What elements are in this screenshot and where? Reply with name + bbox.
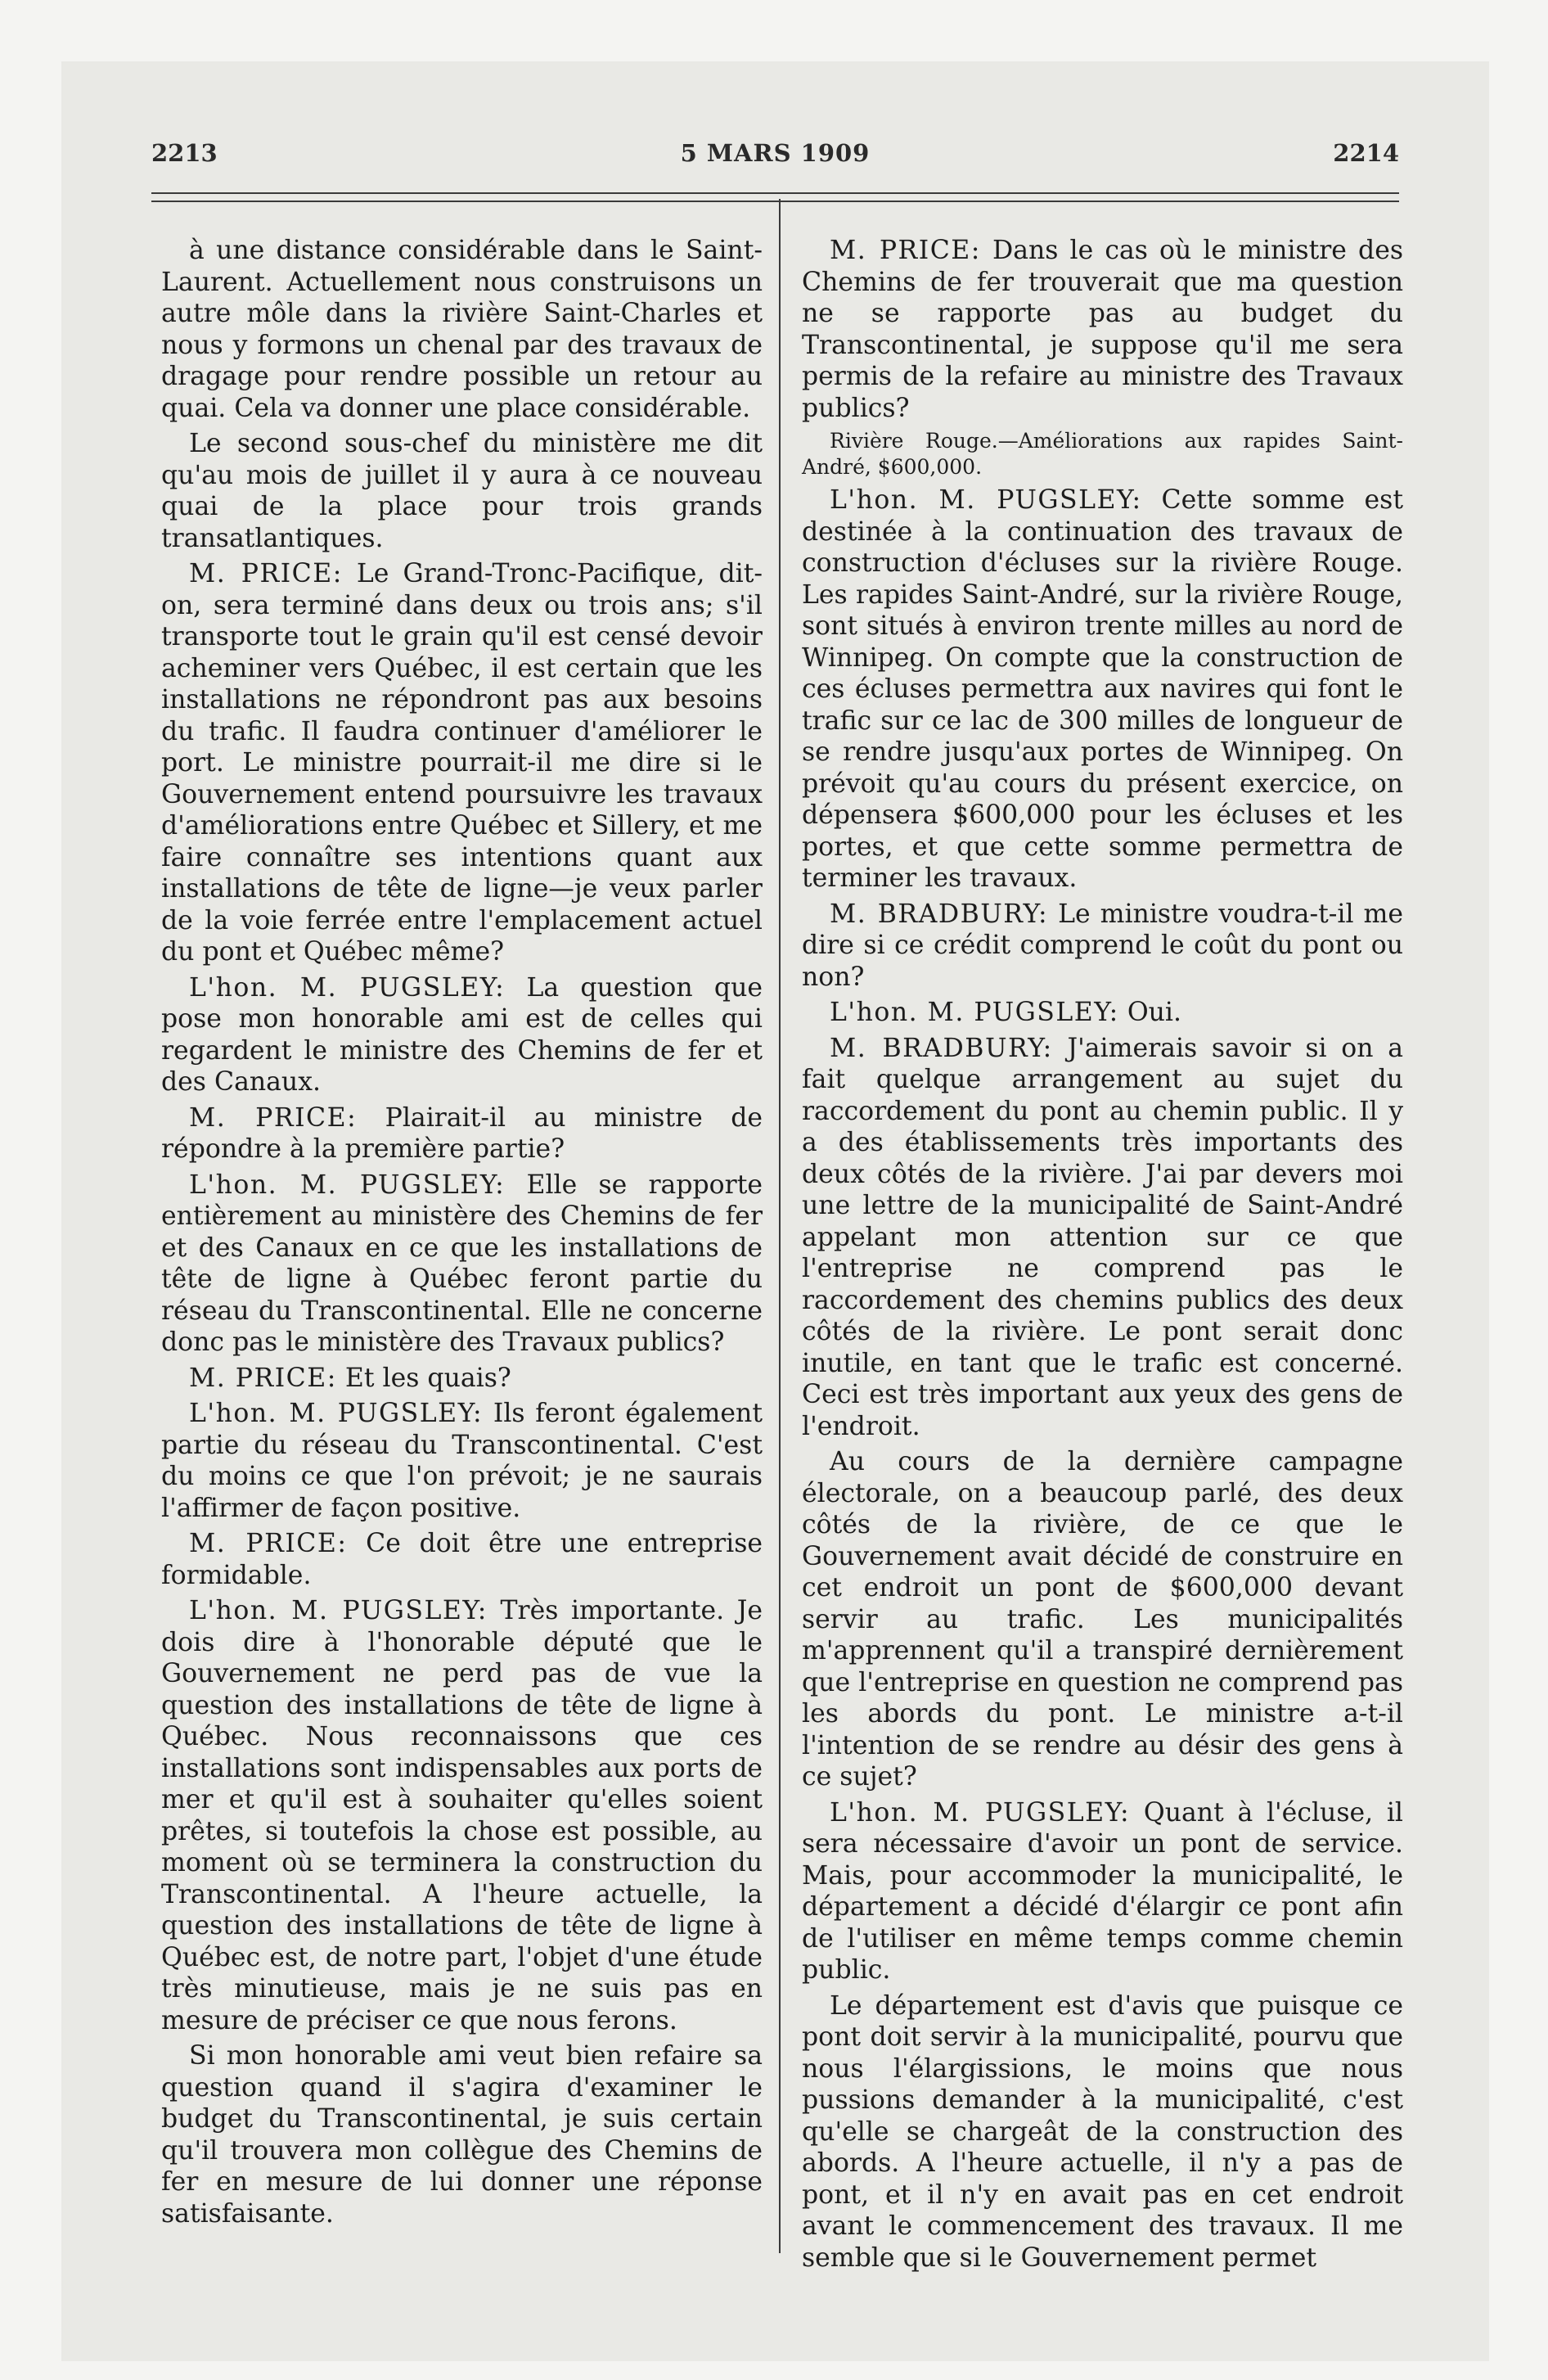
paragraph	[161, 1595, 763, 2036]
paragraph-text: Ce doit être une entreprise formidable.	[161, 1529, 763, 1590]
speaker-name: M. PRICE:	[830, 236, 981, 265]
paragraph	[802, 1033, 1403, 1443]
paragraph	[802, 899, 1403, 994]
paragraph-text: Elle se rapporte entièrement au ministère des Chemins de fer et des Canaux en ce que les installations de tête de ligne à Québec feront partie du réseau du Transcontinental. Elle ne concerne donc pas le ministère des Travaux publics?	[161, 1170, 763, 1357]
speaker-name: L'hon. M. PUGSLEY:	[830, 485, 1142, 515]
paragraph	[161, 235, 763, 424]
speaker-name: M. PRICE:	[189, 1102, 358, 1133]
paragraph	[802, 997, 1403, 1029]
paragraph	[161, 1102, 763, 1165]
speaker-name: L'hon. M. PUGSLEY:	[830, 1797, 1131, 1828]
paragraph-text: Plairait-il au ministre de répondre à la première partie?	[161, 1102, 763, 1164]
paragraph	[161, 1170, 763, 1359]
paragraph	[161, 2040, 763, 2229]
document-page	[61, 61, 1489, 2361]
paragraph-text: Quant à l'écluse, il sera nécessaire d'avoir un pont de service. Mais, pour accommoder la municipalité, le département a décidé d'élargir ce pont afin de l'utiliser en même temps comme chemin public.	[802, 1797, 1403, 1985]
speaker-name: L'hon. M. PUGSLEY:	[189, 1170, 506, 1200]
paragraph	[161, 972, 763, 1098]
paragraph-text: Et les quais?	[344, 1363, 511, 1393]
header-rule-bottom	[151, 201, 1399, 202]
paragraph	[802, 485, 1403, 895]
speaker-name: L'hon. M. PUGSLEY:	[189, 1399, 484, 1428]
left-page-number: 2213	[151, 139, 218, 167]
speaker-name: M. PRICE:	[189, 1363, 337, 1393]
right-page-number: 2214	[1333, 139, 1399, 167]
paragraph	[802, 1990, 1403, 2274]
paragraph-text: Le second sous-chef du ministère me dit qu'au mois de juillet il y aura à ce nouveau quai de la place pour trois grands transatlantiques.	[161, 429, 763, 553]
paragraph	[802, 428, 1403, 480]
paragraph-text: Oui.	[1127, 998, 1182, 1027]
speaker-name: M. PRICE:	[189, 559, 343, 588]
paragraph-text: Dans le cas où le ministre des Chemins de fer trouverait que ma question ne se rapporte pas au budget du Transcontinental, je suppose qu'il me sera permis de la refaire au ministre des Travaux publics?	[802, 236, 1403, 423]
paragraph-text: Au cours de la dernière campagne électorale, on a beaucoup parlé, des deux côtés de la rivière, de ce que le Gouvernement avait décidé de construire en cet endroit un pont de $600,000 devant servir au trafic. Les municipalités m'apprennent qu'il a transpiré dernièrement que l'entreprise en question ne comprend pas les abords du pont. Le ministre a-t-il l'intention de se rendre au désir des gens à ce sujet?	[802, 1447, 1403, 1792]
speaker-name: L'hon. M. PUGSLEY:	[189, 1596, 488, 1625]
column-divider	[779, 199, 781, 2253]
paragraph-text: Le ministre voudra-t-il me dire si ce crédit comprend le coût du pont ou non?	[802, 899, 1404, 992]
speaker-name: M. BRADBURY:	[830, 899, 1049, 929]
paragraph	[802, 235, 1403, 424]
paragraph-text: Cette somme est destinée à la continuation des travaux de construction d'écluses sur la rivière Rouge. Les rapides Saint-André, sur la rivière Rouge, sont situés à environ trente milles au nord de Winnipeg. On compte que la construction de ces écluses permettra aux navires qui font le trafic sur ce lac de 300 milles de longueur de se rendre jusqu'aux portes de Winnipeg. On prévoit qu'au cours du présent exercice, on dépensera $600,000 pour les écluses et les portes, et que cette somme permettra de terminer les travaux.	[802, 485, 1403, 893]
paragraph	[802, 1797, 1403, 1986]
paragraph-text: à une distance considérable dans le Saint-Laurent. Actuellement nous construisons un autre môle dans la rivière Saint-Charles et nous y formons un chenal par des travaux de dragage pour rendre possible un retour au quai. Cela va donner une place considérable.	[161, 236, 763, 423]
paragraph-text: Rivière Rouge.—Améliorations aux rapides Saint-André, $600,000.	[802, 429, 1403, 479]
paragraph	[161, 558, 763, 968]
paragraph	[161, 1528, 763, 1591]
paragraph-text: Le département est d'avis que puisque ce pont doit servir à la municipalité, pourvu que nous l'élargissions, le moins que nous pussions demander à la municipalité, c'est qu'elle se chargeât de la construction des abords. A l'heure actuelle, il n'y a pas de pont, et il n'y en avait pas en cet endroit avant le commencement des travaux. Il me semble que si le Gouvernement permet	[802, 1990, 1403, 2273]
paragraph-text: Ils feront également partie du réseau du Transcontinental. C'est du moins ce que l'on prévoit; je ne saurais l'affirmer de façon positive.	[161, 1399, 763, 1523]
paragraph	[161, 1398, 763, 1524]
paragraph	[161, 1363, 763, 1395]
left-column	[161, 235, 763, 2234]
paragraph	[161, 428, 763, 554]
paragraph	[802, 1446, 1403, 1793]
paragraph-text: J'aimerais savoir si on a fait quelque arrangement au sujet du raccordement du pont au chemin public. Il y a des établissements très importants des deux côtés de la rivière. J'ai par devers moi une lettre de la municipalité de Saint-André appelant mon attention sur ce que l'entreprise ne comprend pas le raccordement des chemins publics des deux côtés de la rivière. Le pont serait donc inutile, en tant que le trafic est concerné. Ceci est très important aux yeux des gens de l'endroit.	[802, 1033, 1404, 1441]
speaker-name: L'hon. M. PUGSLEY:	[830, 998, 1119, 1027]
speaker-name: M. BRADBURY:	[830, 1033, 1053, 1063]
speaker-name: M. PRICE:	[189, 1529, 348, 1558]
page-date: 5 MARS 1909	[680, 139, 871, 167]
speaker-name: L'hon. M. PUGSLEY:	[189, 972, 506, 1003]
paragraph-text: Si mon honorable ami veut bien refaire sa question quand il s'agira d'examiner le budget du Transcontinental, je suis certain qu'il trouvera mon collègue des Chemins de fer en mesure de lui donner une réponse satisfaisante.	[161, 2041, 763, 2229]
right-column	[802, 235, 1403, 2278]
paragraph-text: Très importante. Je dois dire à l'honorable député que le Gouvernement ne perd pas de vue la question des installations de tête de ligne à Québec. Nous reconnaissons que ces installations sont indispensables aux ports de mer et qu'il est à souhaiter qu'elles soient prêtes, si toutefois la chose est possible, au moment où se terminera la construction du Transcontinental. A l'heure actuelle, la question des installations de tête de ligne à Québec est, de notre part, l'objet d'une étude très minutieuse, mais je ne suis pas en mesure de préciser ce que nous ferons.	[161, 1596, 763, 2035]
paragraph-text: Le Grand-Tronc-Pacifique, dit-on, sera terminé dans deux ou trois ans; s'il transporte tout le grain qu'il est censé devoir acheminer vers Québec, il est certain que les installations ne répondront pas aux besoins du trafic. Il faudra continuer d'améliorer le port. Le ministre pourrait-il me dire si le Gouvernement entend poursuivre les travaux d'améliorations entre Québec et Sillery, et me faire connaître ses intentions quant aux installations de tête de ligne—je veux parler de la voie ferrée entre l'emplacement actuel du pont et Québec même?	[161, 559, 763, 967]
paragraph-text: La question que pose mon honorable ami est de celles qui regardent le ministre des Chemins de fer et des Canaux.	[161, 972, 763, 1097]
header-rule-top	[151, 192, 1399, 194]
